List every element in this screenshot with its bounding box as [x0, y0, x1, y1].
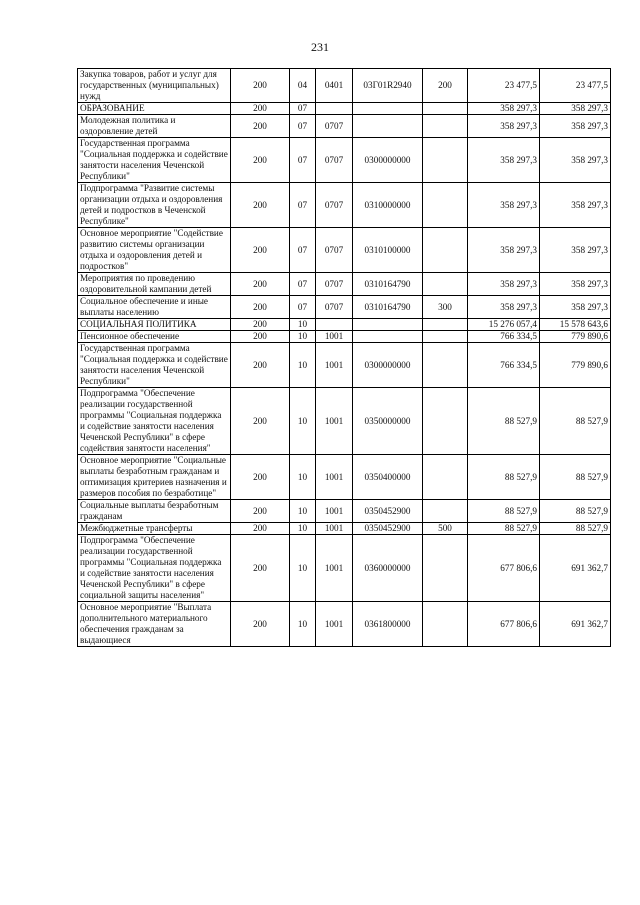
- table-row: [78, 343, 611, 388]
- table-row: [78, 500, 611, 523]
- admin-code-cell: 200: [231, 455, 290, 500]
- expense-type-cell: [423, 319, 468, 331]
- admin-code-cell: 200: [231, 103, 290, 115]
- amount-year1-cell: 88 527,9: [468, 500, 540, 523]
- admin-code-cell: 200: [231, 319, 290, 331]
- amount-year1-cell: 358 297,3: [468, 296, 540, 319]
- row-name-cell: Социальное обеспечение и иные выплаты населению: [78, 296, 231, 319]
- subsection-code-cell: 1001: [316, 455, 353, 500]
- table-row: [78, 273, 611, 296]
- target-code-cell: 0350000000: [353, 388, 423, 455]
- target-code-cell: 0350452900: [353, 523, 423, 535]
- expense-type-cell: 200: [423, 69, 468, 103]
- table-row: [78, 388, 611, 455]
- section-code-cell: 07: [290, 228, 316, 273]
- target-code-cell: [353, 103, 423, 115]
- row-name-cell: Основное мероприятие "Выплата дополнительного материального обеспечения гражданам за выдающиеся: [78, 602, 231, 647]
- row-name-cell: Подпрограмма "Обеспечение реализации государственной программы "Социальная поддержка и содействие занятости населения Чеченской Республики" в сфере социальной защиты населения": [78, 535, 231, 602]
- row-name-cell: Подпрограмма "Обеспечение реализации государственной программы "Социальная поддержка и содействие занятости населения Чеченской Республики" в сфере содействия занятости населения": [78, 388, 231, 455]
- admin-code-cell: 200: [231, 115, 290, 138]
- amount-year2-cell: 15 578 643,6: [540, 319, 611, 331]
- admin-code-cell: 200: [231, 523, 290, 535]
- target-code-cell: 0310164790: [353, 296, 423, 319]
- expense-type-cell: [423, 388, 468, 455]
- amount-year2-cell: 358 297,3: [540, 183, 611, 228]
- subsection-code-cell: 0707: [316, 183, 353, 228]
- amount-year2-cell: 358 297,3: [540, 228, 611, 273]
- table-row: [78, 602, 611, 647]
- section-code-cell: 10: [290, 343, 316, 388]
- row-name-cell: Молодежная политика и оздоровление детей: [78, 115, 231, 138]
- amount-year2-cell: 691 362,7: [540, 535, 611, 602]
- table-body: [78, 69, 611, 647]
- section-code-cell: 07: [290, 273, 316, 296]
- section-code-cell: 07: [290, 183, 316, 228]
- target-code-cell: [353, 319, 423, 331]
- amount-year1-cell: 358 297,3: [468, 183, 540, 228]
- admin-code-cell: 200: [231, 296, 290, 319]
- subsection-code-cell: [316, 103, 353, 115]
- subsection-code-cell: 0707: [316, 115, 353, 138]
- section-code-cell: 10: [290, 319, 316, 331]
- section-code-cell: 07: [290, 103, 316, 115]
- subsection-code-cell: 1001: [316, 331, 353, 343]
- subsection-code-cell: 1001: [316, 500, 353, 523]
- target-code-cell: 0310100000: [353, 228, 423, 273]
- section-code-cell: 10: [290, 331, 316, 343]
- amount-year2-cell: 779 890,6: [540, 343, 611, 388]
- subsection-code-cell: 1001: [316, 602, 353, 647]
- expense-type-cell: [423, 183, 468, 228]
- table-row: [78, 331, 611, 343]
- row-name-cell: СОЦИАЛЬНАЯ ПОЛИТИКА: [78, 319, 231, 331]
- row-name-cell: Мероприятия по проведению оздоровительной кампании детей: [78, 273, 231, 296]
- expense-type-cell: 500: [423, 523, 468, 535]
- row-name-cell: Государственная программа "Социальная поддержка и содействие занятости населения Чеченской Республики": [78, 138, 231, 183]
- section-code-cell: 07: [290, 115, 316, 138]
- expense-type-cell: [423, 115, 468, 138]
- admin-code-cell: 200: [231, 343, 290, 388]
- row-name-cell: Закупка товаров, работ и услуг для государственных (муниципальных) нужд: [78, 69, 231, 103]
- table-row: [78, 296, 611, 319]
- admin-code-cell: 200: [231, 228, 290, 273]
- expense-type-cell: [423, 455, 468, 500]
- expense-type-cell: [423, 535, 468, 602]
- amount-year2-cell: 88 527,9: [540, 388, 611, 455]
- section-code-cell: 10: [290, 455, 316, 500]
- admin-code-cell: 200: [231, 602, 290, 647]
- amount-year1-cell: 23 477,5: [468, 69, 540, 103]
- subsection-code-cell: 0707: [316, 138, 353, 183]
- amount-year1-cell: 766 334,5: [468, 343, 540, 388]
- target-code-cell: 03Г01R2940: [353, 69, 423, 103]
- row-name-cell: Пенсионное обеспечение: [78, 331, 231, 343]
- admin-code-cell: 200: [231, 183, 290, 228]
- page-number: 231: [311, 40, 329, 54]
- section-code-cell: 10: [290, 535, 316, 602]
- amount-year2-cell: 779 890,6: [540, 331, 611, 343]
- amount-year2-cell: 23 477,5: [540, 69, 611, 103]
- amount-year1-cell: 88 527,9: [468, 523, 540, 535]
- amount-year1-cell: 358 297,3: [468, 228, 540, 273]
- amount-year2-cell: 358 297,3: [540, 138, 611, 183]
- row-name-cell: Государственная программа "Социальная поддержка и содействие занятости населения Чеченской Республики": [78, 343, 231, 388]
- subsection-code-cell: 1001: [316, 523, 353, 535]
- section-code-cell: 10: [290, 602, 316, 647]
- table-row: [78, 103, 611, 115]
- target-code-cell: 0350452900: [353, 500, 423, 523]
- subsection-code-cell: 1001: [316, 343, 353, 388]
- amount-year2-cell: 88 527,9: [540, 523, 611, 535]
- admin-code-cell: 200: [231, 535, 290, 602]
- expense-type-cell: [423, 602, 468, 647]
- target-code-cell: 0300000000: [353, 138, 423, 183]
- section-code-cell: 07: [290, 138, 316, 183]
- amount-year1-cell: 88 527,9: [468, 388, 540, 455]
- row-name-cell: Межбюджетные трансферты: [78, 523, 231, 535]
- target-code-cell: 0360000000: [353, 535, 423, 602]
- admin-code-cell: 200: [231, 138, 290, 183]
- row-name-cell: Социальные выплаты безработным гражданам: [78, 500, 231, 523]
- amount-year2-cell: 358 297,3: [540, 103, 611, 115]
- subsection-code-cell: 1001: [316, 535, 353, 602]
- expense-type-cell: [423, 331, 468, 343]
- expense-type-cell: [423, 343, 468, 388]
- target-code-cell: 0310000000: [353, 183, 423, 228]
- table-row: [78, 138, 611, 183]
- section-code-cell: 10: [290, 388, 316, 455]
- target-code-cell: 0300000000: [353, 343, 423, 388]
- target-code-cell: 0350400000: [353, 455, 423, 500]
- amount-year1-cell: 15 276 057,4: [468, 319, 540, 331]
- amount-year1-cell: 358 297,3: [468, 273, 540, 296]
- target-code-cell: [353, 115, 423, 138]
- row-name-cell: ОБРАЗОВАНИЕ: [78, 103, 231, 115]
- subsection-code-cell: 1001: [316, 388, 353, 455]
- admin-code-cell: 200: [231, 331, 290, 343]
- subsection-code-cell: [316, 319, 353, 331]
- subsection-code-cell: 0707: [316, 228, 353, 273]
- table-row: [78, 523, 611, 535]
- amount-year1-cell: 88 527,9: [468, 455, 540, 500]
- amount-year2-cell: 358 297,3: [540, 115, 611, 138]
- amount-year2-cell: 358 297,3: [540, 296, 611, 319]
- amount-year2-cell: 358 297,3: [540, 273, 611, 296]
- admin-code-cell: 200: [231, 500, 290, 523]
- subsection-code-cell: 0401: [316, 69, 353, 103]
- amount-year1-cell: 766 334,5: [468, 331, 540, 343]
- row-name-cell: Подпрограмма "Развитие системы организации отдыха и оздоровления детей и подростков в Чеченской Республике": [78, 183, 231, 228]
- table-row: [78, 319, 611, 331]
- amount-year1-cell: 358 297,3: [468, 138, 540, 183]
- table-row: [78, 69, 611, 103]
- amount-year2-cell: 88 527,9: [540, 500, 611, 523]
- admin-code-cell: 200: [231, 69, 290, 103]
- row-name-cell: Основное мероприятие "Социальные выплаты безработным гражданам и оптимизация критериев назначения и размеров пособия по безработице": [78, 455, 231, 500]
- target-code-cell: 0310164790: [353, 273, 423, 296]
- table-row: [78, 183, 611, 228]
- amount-year1-cell: 677 806,6: [468, 535, 540, 602]
- amount-year2-cell: 691 362,7: [540, 602, 611, 647]
- admin-code-cell: 200: [231, 273, 290, 296]
- row-name-cell: Основное мероприятие "Содействие развитию системы организации отдыха и оздоровления детей и подростков": [78, 228, 231, 273]
- target-code-cell: [353, 331, 423, 343]
- table-row: [78, 535, 611, 602]
- subsection-code-cell: 0707: [316, 296, 353, 319]
- section-code-cell: 07: [290, 296, 316, 319]
- table-row: [78, 228, 611, 273]
- amount-year1-cell: 358 297,3: [468, 115, 540, 138]
- amount-year1-cell: 677 806,6: [468, 602, 540, 647]
- section-code-cell: 04: [290, 69, 316, 103]
- table-row: [78, 115, 611, 138]
- expense-type-cell: [423, 273, 468, 296]
- target-code-cell: 0361800000: [353, 602, 423, 647]
- amount-year2-cell: 88 527,9: [540, 455, 611, 500]
- amount-year1-cell: 358 297,3: [468, 103, 540, 115]
- section-code-cell: 10: [290, 523, 316, 535]
- expense-type-cell: [423, 228, 468, 273]
- budget-table: [77, 68, 611, 647]
- table-row: [78, 455, 611, 500]
- expense-type-cell: [423, 500, 468, 523]
- admin-code-cell: 200: [231, 388, 290, 455]
- subsection-code-cell: 0707: [316, 273, 353, 296]
- expense-type-cell: 300: [423, 296, 468, 319]
- section-code-cell: 10: [290, 500, 316, 523]
- expense-type-cell: [423, 103, 468, 115]
- expense-type-cell: [423, 138, 468, 183]
